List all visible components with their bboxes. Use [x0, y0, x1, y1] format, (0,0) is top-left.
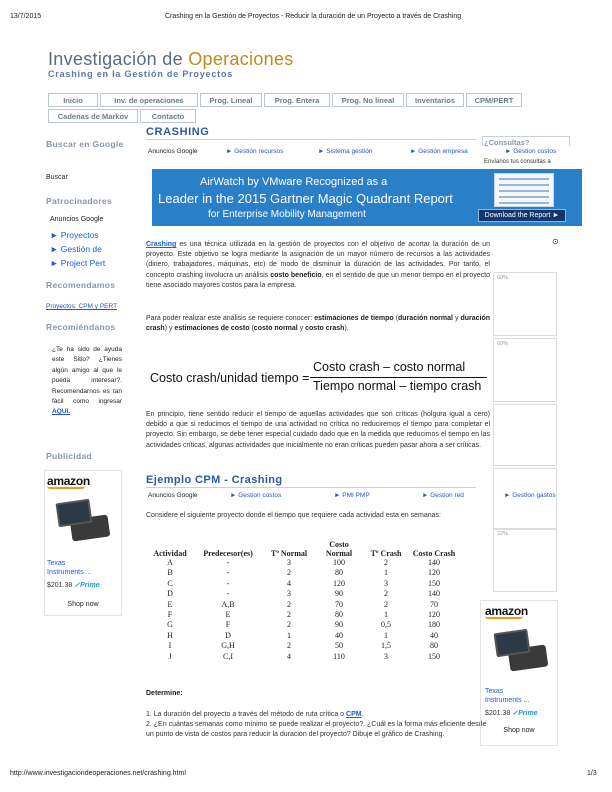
ad-gestion-recursos[interactable]: ► Gestión recursos: [226, 148, 284, 155]
footer-url: http://www.investigaciondeoperaciones.net/crashing.html: [10, 770, 186, 777]
recommended-heading: Recomiéndanos: [46, 322, 116, 332]
table-cell: G,H: [221, 641, 235, 651]
table-row: [148, 579, 460, 589]
col-actividad: Actividad: [153, 549, 187, 558]
ad-gestion-empresa[interactable]: ► Gestión empresa: [410, 148, 468, 155]
nav-prog-entera[interactable]: Prog. Entera: [264, 93, 330, 107]
requirements-paragraph: Para poder realizar este análisis se requiere conocer: estimaciones de tiempo (duración normal y duración crash) y estimaciones de costo (costo normal y costo crash).: [146, 315, 491, 333]
table-cell: 180: [428, 620, 440, 630]
calculator-image: [51, 495, 111, 543]
search-heading: Buscar en Google: [46, 139, 124, 149]
table-cell: -: [226, 589, 230, 599]
table-row: [148, 600, 460, 610]
right-ad-box-5[interactable]: 22%: [493, 528, 557, 592]
crashing-link[interactable]: Crashing: [146, 241, 177, 248]
intro-paragraph: Crashing es una técnica utilizada en la gestión de proyectos con el objetivo de acortar la duración de un proyecto. Este objetivo se logra mediante la asignación de un mayor número de recursos a las actividades (dinero, trabajadores, máquinas, etc) de modo de disminuir la duración de las actividades. Por tanto, el concepto crashing involucra un análisis costo beneficio, en el sentido de que un menor tiempo en el proyecto tiene asociado mayores costos para la empresa.: [146, 241, 490, 289]
table-cell: F: [225, 620, 231, 630]
site-subtitle: Crashing en la Gestión de Proyectos: [48, 69, 234, 79]
table-cell: -: [226, 578, 230, 588]
table-cell: 2: [384, 599, 388, 609]
table-cell: 120: [333, 578, 345, 588]
adbar-example-label: Anuncios Google: [148, 492, 198, 499]
table-row: [148, 568, 460, 578]
prime-badge-right: ✓Prime: [512, 710, 538, 717]
nav-prog-no-lineal[interactable]: Prog. No lineal: [332, 93, 404, 107]
nav-inventarios[interactable]: Inventarios: [406, 93, 464, 107]
crash-cost-formula: [150, 360, 488, 396]
cpm-link[interactable]: CPM: [346, 711, 362, 718]
shop-now-button[interactable]: Shop now: [67, 601, 99, 608]
sidebar-ad-gestion[interactable]: ► Gestión de: [50, 244, 102, 254]
table-cell: 80: [335, 568, 343, 578]
nav-cadenas-markov[interactable]: Cadenas de Markov: [48, 109, 138, 123]
table-cell: 140: [428, 589, 440, 599]
recommend-heading: Recomendamos: [46, 280, 116, 290]
col-costo-crash: Costo Crash: [412, 549, 456, 558]
col-costo-normal: Costo Normal: [325, 540, 353, 558]
adbar-top: [148, 148, 568, 155]
nav-contacto[interactable]: Contacto: [140, 109, 196, 123]
formula-denominator: Tiempo normal – tiempo crash: [313, 379, 482, 393]
table-cell: 90: [335, 620, 343, 630]
sidebar-ad-project-pert[interactable]: ► Project Pert: [50, 258, 106, 268]
table-cell: 4: [287, 578, 291, 588]
table-cell: 3: [384, 651, 388, 661]
site-title[interactable]: Investigación de Operaciones: [48, 49, 294, 69]
table-cell: 1: [384, 568, 388, 578]
table-cell: 1: [384, 630, 388, 640]
table-cell: 3: [384, 578, 388, 588]
right-ad-box-2[interactable]: 60%: [493, 338, 557, 402]
col-t-crash: Tº Crash: [370, 549, 402, 558]
table-row: [148, 652, 460, 662]
table-cell: 2: [287, 610, 291, 620]
table-cell: 3: [287, 589, 291, 599]
airwatch-banner[interactable]: AirWatch by VMware Recognized as a Leader in the 2015 Gartner Magic Quadrant Report for Enterprise Mobility Management Download the Report ►: [152, 169, 582, 226]
table-cell: 110: [333, 651, 345, 661]
adchoices-icon[interactable]: ⊙: [552, 237, 559, 246]
table-cell: 100: [333, 558, 345, 567]
table-header-row: [148, 540, 460, 558]
recommend-link[interactable]: Proyectos: CPM y PERT: [46, 303, 118, 310]
table-cell: -: [226, 568, 230, 578]
calculator-image-right: [489, 625, 549, 673]
table-cell: 120: [428, 568, 440, 578]
table-cell: G: [167, 620, 173, 630]
table-cell: C: [167, 578, 173, 588]
right-ad-box-3[interactable]: [493, 404, 557, 466]
print-date: 13/7/2015: [10, 13, 42, 20]
amazon-ad-right[interactable]: [480, 600, 558, 746]
amazon-ad-left[interactable]: [44, 470, 122, 616]
table-cell: 3: [287, 558, 291, 567]
page-title: CRASHING: [146, 126, 210, 138]
table-cell: 70: [335, 599, 343, 609]
nav-cpm-pert[interactable]: CPM/PERT: [466, 93, 522, 107]
right-ad-box-4[interactable]: [493, 468, 557, 530]
question-2: 2. ¿En cuántas semanas como mínimo se puede realizar el proyecto?. ¿Cuál es la forma más eficiente desde un punto de vista de costos para reducir la duración del proyecto? Dibuje el gráfico de Crashing.: [146, 721, 487, 739]
table-cell: 40: [335, 630, 343, 640]
table-cell: E: [167, 599, 173, 609]
table-cell: 2: [287, 641, 291, 651]
prime-badge: ✓Prime: [74, 582, 100, 589]
table-cell: 150: [428, 578, 440, 588]
table-cell: 2: [384, 589, 388, 599]
table-row: [148, 631, 460, 641]
table-cell: E: [225, 610, 231, 620]
recommended-text: ¿Te ha sido de ayuda este Sitio? ¿Tienes algún amigo al que le pueda interesar?. Recomendarnos es tan fácil como ingresar AQUI.: [52, 346, 122, 416]
table-cell: D: [225, 630, 231, 640]
consultas-text: Envíanos tus consultas a: [484, 159, 551, 165]
table-row: [148, 641, 460, 651]
formula-numerator: Costo crash – costo normal: [313, 360, 466, 374]
table-cell: 2: [287, 568, 291, 578]
main-nav: [48, 93, 568, 125]
question-1: 1. La duración del proyecto a través del método de ruta crítica o CPM.: [146, 711, 364, 718]
table-cell: J: [168, 651, 172, 661]
sidebar-ads-label: Anuncios Google: [50, 216, 104, 223]
amazon-logo: amazon: [47, 474, 90, 488]
table-cell: 1: [287, 630, 291, 640]
product-name[interactable]: Texas Instruments ...: [47, 560, 92, 576]
example-intro: Considere el siguiente proyecto donde el tiempo que requiere cada actividad esta en semanas:: [146, 512, 441, 519]
table-cell: 70: [430, 599, 438, 609]
nav-inv-operaciones[interactable]: Inv. de operaciones: [100, 93, 198, 107]
critical-paragraph: En principio, tiene sentido reducir el tiempo de aquellas actividades que son críticas (holgura igual a cero) debido a que si reducimos el tiempo de una actividad no crítica no reduciremos el tiempo para completar el proyecto. Sin embargo, se debe tener especial cuidado dado que en la medida que reducimos el tiempo en las actividades críticas, algunas actividades que inicialmente no eran críticas pueden pasar ahora a ser críticas.: [146, 411, 490, 449]
table-cell: C,I: [223, 651, 233, 661]
determine-label: Determine:: [146, 690, 183, 697]
amazon-logo-right: amazon: [485, 604, 528, 618]
ad-gestion-costos[interactable]: ► Gestion costos: [505, 148, 557, 155]
table-cell: D: [167, 589, 173, 599]
ad-gestion-costos-2[interactable]: ► Gestion costos: [230, 492, 282, 499]
example-title: Ejemplo CPM - Crashing: [146, 474, 283, 486]
ad-gestion-gastos[interactable]: ► Gestion gastos: [504, 492, 556, 499]
table-cell: 1: [384, 610, 388, 620]
recommended-link[interactable]: AQUI.: [52, 408, 71, 416]
table-cell: F: [167, 610, 173, 620]
ad-pmi-pmp[interactable]: ► PMI PMP: [334, 492, 370, 499]
table-cell: 120: [428, 610, 440, 620]
sidebar-ad-proyectos[interactable]: ► Proyectos: [50, 230, 99, 240]
table-cell: 2: [287, 620, 291, 630]
sponsors-heading: Patrocinadores: [46, 196, 113, 206]
publicity-heading: Publicidad: [46, 451, 92, 461]
table-row: [148, 620, 460, 630]
search-button[interactable]: Buscar: [46, 174, 68, 181]
nav-prog-lineal[interactable]: Prog. Lineal: [200, 93, 262, 107]
download-report-button[interactable]: Download the Report ►: [478, 209, 566, 222]
formula-left: Costo crash/unidad tiempo =: [150, 371, 310, 385]
table-cell: 40: [430, 630, 438, 640]
product-name-right[interactable]: Texas Instruments ...: [485, 688, 530, 704]
col-t-normal: Tº Normal: [270, 549, 308, 558]
table-cell: H: [167, 630, 173, 640]
print-title: Crashing en la Gestión de Proyectos - Reducir la duración de un Proyecto a través de Crashing: [165, 13, 462, 20]
table-cell: A,B: [221, 599, 235, 609]
table-cell: 80: [335, 610, 343, 620]
ad-gestion-red[interactable]: ► Gestion red: [422, 492, 464, 499]
product-price: $201.38: [47, 582, 73, 589]
table-cell: -: [226, 558, 230, 567]
table-cell: 140: [428, 558, 440, 567]
table-cell: 80: [430, 641, 438, 651]
table-cell: 90: [335, 589, 343, 599]
footer-page: 1/3: [587, 770, 597, 777]
ad-sistema-gestion[interactable]: ► Sistema gestión: [318, 148, 373, 155]
table-cell: A: [167, 558, 173, 567]
table-cell: 2: [287, 599, 291, 609]
table-row: [148, 589, 460, 599]
product-price-right: $201.38: [485, 710, 511, 717]
table-cell: 0,5: [381, 620, 391, 630]
table-cell: B: [167, 568, 173, 578]
nav-inicio[interactable]: Inicio: [48, 93, 98, 107]
adbar-top-label: Anuncios Google: [148, 148, 198, 155]
shop-now-button-right[interactable]: Shop now: [503, 727, 535, 734]
consultas-heading: ¿Consultas?: [484, 138, 530, 147]
table-cell: 1,5: [381, 641, 391, 651]
table-cell: 2: [384, 558, 388, 567]
cpm-table: [148, 540, 460, 662]
table-row: [148, 558, 460, 568]
right-ad-box-1[interactable]: 60%: [493, 272, 557, 336]
col-predecesores: Predecesor(es): [203, 549, 253, 558]
table-row: [148, 610, 460, 620]
table-cell: I: [168, 641, 172, 651]
table-cell: 50: [335, 641, 343, 651]
table-cell: 4: [287, 651, 291, 661]
report-image: [494, 173, 554, 207]
table-cell: 150: [428, 651, 440, 661]
